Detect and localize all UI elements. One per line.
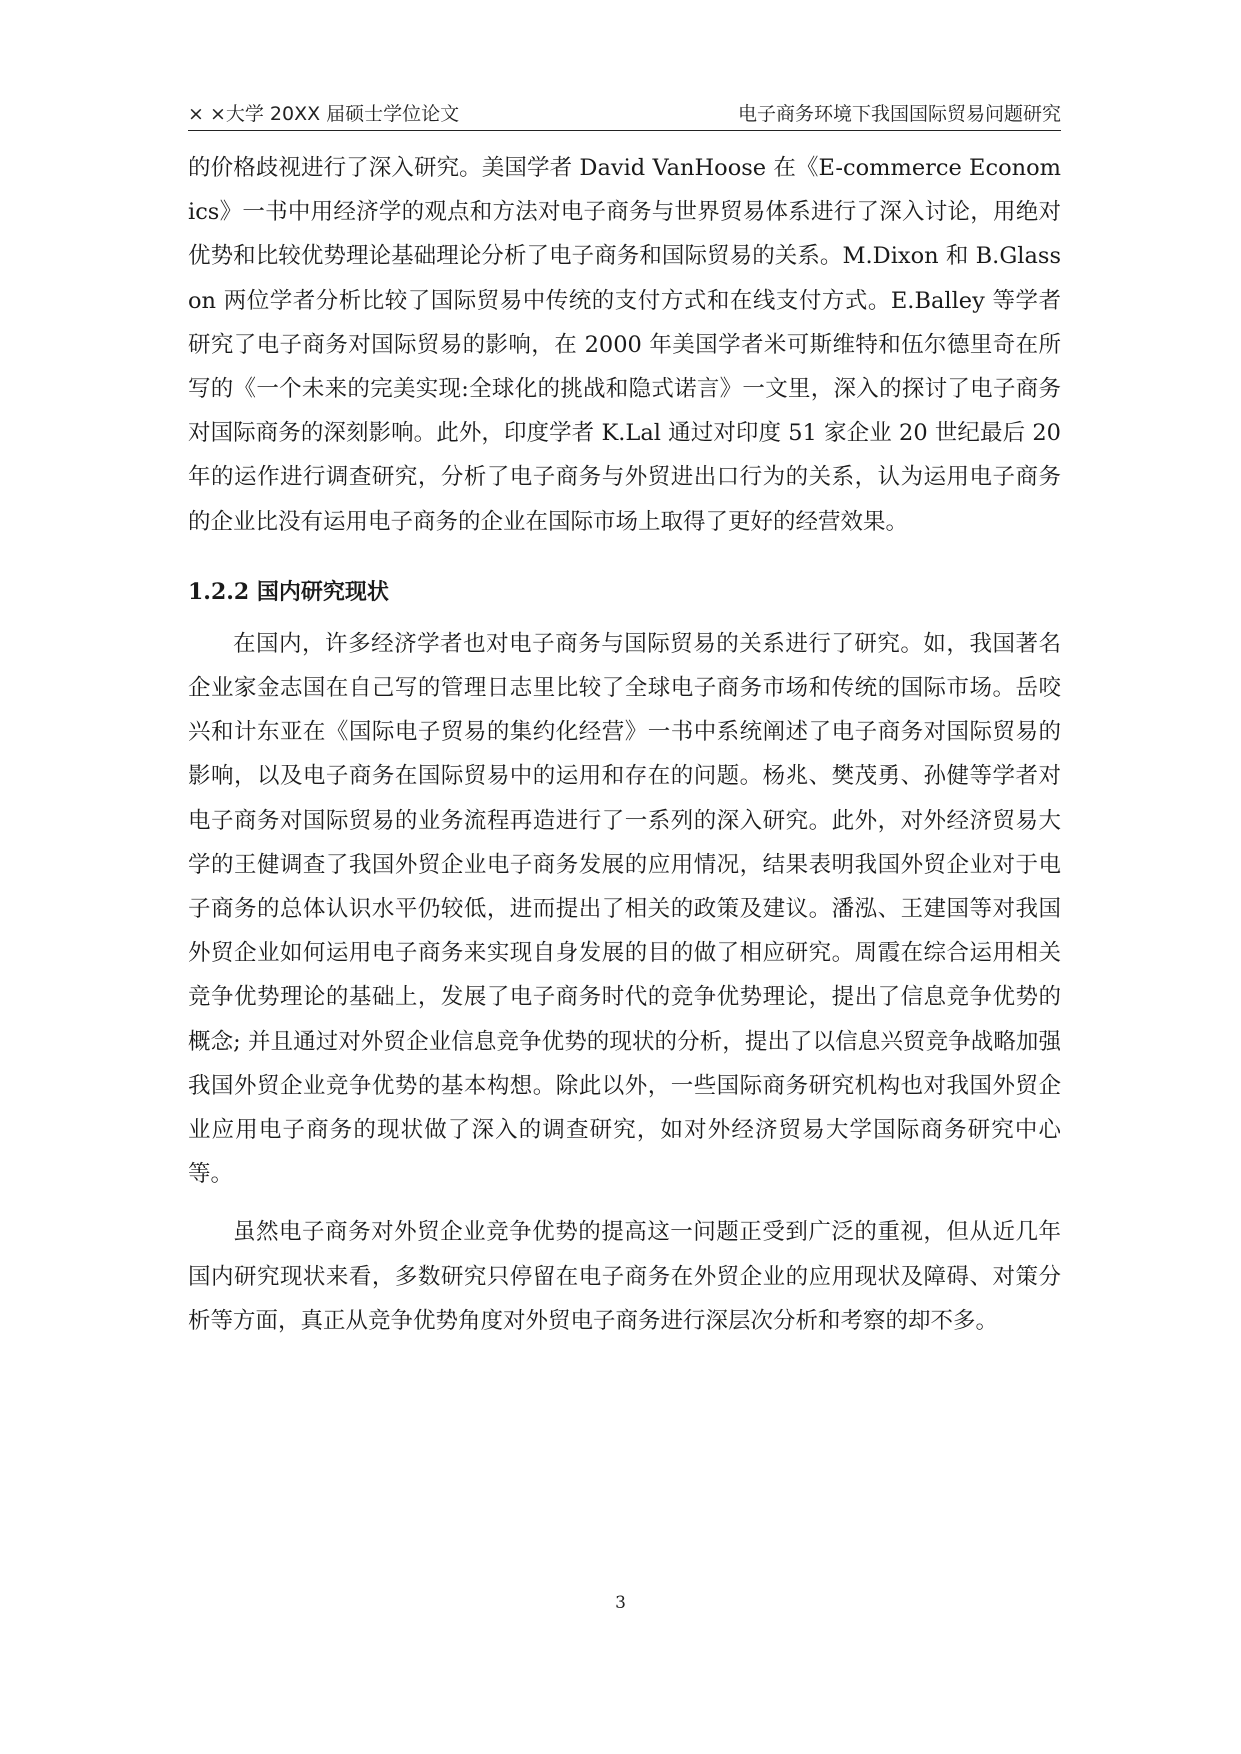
page-number: 3 <box>615 1593 626 1613</box>
header-university-title: × ×大学 20XX 届硕士学位论文 <box>188 103 460 125</box>
page-header <box>188 100 1061 131</box>
header-thesis-title: 电子商务环境下我国国际贸易问题研究 <box>737 103 1061 125</box>
body-paragraph: 的价格歧视进行了深入研究。美国学者 David VanHoose 在《E-commerce Economics》一书中用经济学的观点和方法对电子商务与世界贸易体系进行了深入讨论，用绝对优势和比较优势理论基础理论分析了电子商务和国际贸易的关系。M.Dixon 和 B.Glasson 两位学者分析比较了国际贸易中传统的支付方式和在线支付方式。E.Balley 等学者研究了电子商务对国际贸易的影响，在 2000 年美国学者米可斯维特和伍尔德里奇在所写的《一个未来的完美实现:全球化的挑战和隐式诺言》一文里，深入的探讨了电子商务对国际商务的深刻影响。此外，印度学者 K.Lal 通过对印度 51 家企业 20 世纪最后 20 年的运作进行调查研究，分析了电子商务与外贸进出口行为的关系，认为运用电子商务的企业比没有运用电子商务的企业在国际市场上取得了更好的经营效果。 <box>188 155 1061 535</box>
page-body <box>188 146 1061 1343</box>
section-heading: 1.2.2 国内研究现状 <box>188 578 389 605</box>
body-paragraph: 虽然电子商务对外贸企业竞争优势的提高这一问题正受到广泛的重视，但从近几年国内研究现状来看，多数研究只停留在电子商务在外贸企业的应用现状及障碍、对策分析等方面，真正从竞争优势角度对外贸电子商务进行深层次分析和考察的却不多。 <box>188 1219 1061 1334</box>
body-paragraph: 在国内，许多经济学者也对电子商务与国际贸易的关系进行了研究。如，我国著名企业家金志国在自己写的管理日志里比较了全球电子商务市场和传统的国际市场。岳咬兴和计东亚在《国际电子贸易的集约化经营》一书中系统阐述了电子商务对国际贸易的影响，以及电子商务在国际贸易中的运用和存在的问题。杨兆、樊茂勇、孙健等学者对电子商务对国际贸易的业务流程再造进行了一系列的深入研究。此外，对外经济贸易大学的王健调查了我国外贸企业电子商务发展的应用情况，结果表明我国外贸企业对于电子商务的总体认识水平仍较低，进而提出了相关的政策及建议。潘泓、王建国等对我国外贸企业如何运用电子商务来实现自身发展的目的做了相应研究。周霞在综合运用相关竞争优势理论的基础上，发展了电子商务时代的竞争优势理论，提出了信息竞争优势的概念; 并且通过对外贸企业信息竞争优势的现状的分析，提出了以信息兴贸竞争战略加强我国外贸企业竞争优势的基本构想。除此以外，一些国际商务研究机构也对我国外贸企业应用电子商务的现状做了深入的调查研究，如对外经济贸易大学国际商务研究中心等。 <box>188 630 1061 1188</box>
